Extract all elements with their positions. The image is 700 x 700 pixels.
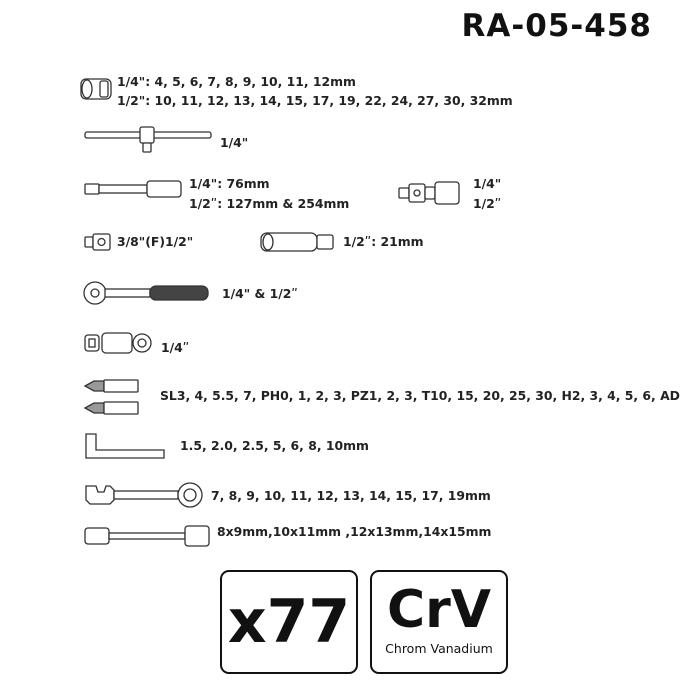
socket-icon	[80, 76, 114, 102]
universal-joint-icon	[398, 178, 462, 208]
t-bar-label: 1/4"	[220, 135, 249, 150]
adapter-icon	[84, 232, 112, 252]
spark-plug-socket-label: 1/2ʺ: 21mm	[343, 234, 424, 249]
spark-plug-socket-icon	[260, 230, 336, 254]
combination-wrench-icon	[84, 482, 204, 508]
universal-joint-label-1-4: 1/4"	[473, 176, 502, 191]
bit-holder-label: 1/4ʺ	[161, 340, 190, 355]
material-caption: Chrom Vanadium	[385, 641, 493, 656]
material-symbol: CrV	[386, 580, 492, 640]
hex-keys-label: 1.5, 2.0, 2.5, 5, 6, 8, 10mm	[180, 438, 369, 453]
hex-key-icon	[84, 432, 168, 460]
piece-count: x77	[227, 587, 351, 657]
double-ring-wrenches-label: 8x9mm,10x11mm ,12x13mm,14x15mm	[217, 524, 492, 539]
screwdriver-bit-icon	[84, 376, 140, 420]
extension-bar-icon	[84, 178, 184, 200]
ratchet-label: 1/4" & 1/2ʺ	[222, 286, 298, 301]
combination-wrenches-label: 7, 8, 9, 10, 11, 12, 13, 14, 15, 17, 19mm	[211, 488, 491, 503]
sockets-label-1-2: 1/2": 10, 11, 12, 13, 14, 15, 17, 19, 22, 24, 27, 30, 32mm	[117, 93, 513, 108]
piece-count-badge	[220, 570, 358, 674]
extension-label-1-4: 1/4": 76mm	[189, 176, 270, 191]
bits-label: SL3, 4, 5.5, 7, PH0, 1, 2, 3, PZ1, 2, 3, T10, 15, 20, 25, 30, H2, 3, 4, 5, 6, AD	[160, 388, 680, 403]
sockets-label-1-4: 1/4": 4, 5, 6, 7, 8, 9, 10, 11, 12mm	[117, 74, 356, 89]
universal-joint-label-1-2: 1/2ʺ	[473, 196, 502, 211]
ratchet-icon	[82, 280, 212, 306]
adapter-label: 3/8"(F)1/2"	[117, 234, 194, 249]
product-code: RA-05-458	[461, 8, 652, 44]
double-socket-wrench-icon	[84, 524, 210, 548]
t-bar-handle-icon	[84, 126, 214, 156]
extension-label-1-2: 1/2ʺ: 127mm & 254mm	[189, 196, 350, 211]
bit-adapter-icon	[84, 332, 154, 354]
material-badge	[370, 570, 508, 674]
